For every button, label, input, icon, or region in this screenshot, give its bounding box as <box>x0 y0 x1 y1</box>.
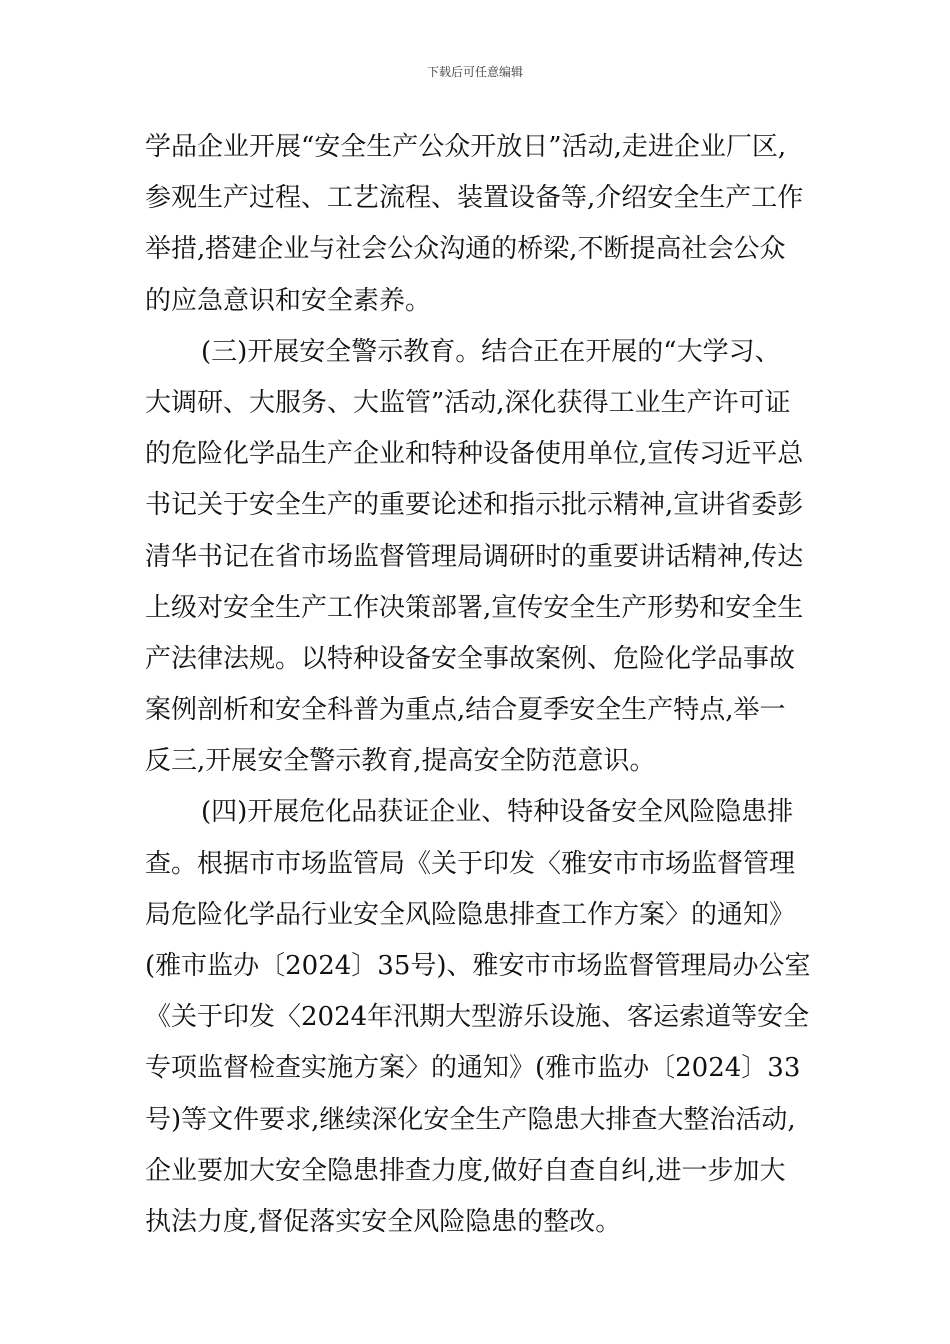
text-line: 专项监督检查实施方案〉的通知》(雅市监办〔2024〕33 <box>145 1053 801 1084</box>
text-line: 查。根据市市场监管局《关于印发〈雅安市市场监督管理 <box>145 848 796 879</box>
header-note: 下载后可任意编辑 <box>426 65 523 79</box>
text-line: (四)开展危化品获证企业、特种设备安全风险隐患排 <box>201 797 794 828</box>
text-line: 大调研、大服务、大监管”活动,深化获得工业生产许可证 <box>145 387 791 418</box>
text-line: 的应急意识和安全素养。 <box>145 285 432 316</box>
text-line: 《关于印发〈2024年汛期大型游乐设施、客运索道等安全 <box>145 1002 810 1033</box>
text-line: 执法力度,督促落实安全风险隐患的整改。 <box>145 1206 622 1237</box>
text-line: 学品企业开展“安全生产公众开放日”活动,走进企业厂区, <box>145 132 787 162</box>
text-line: (三)开展安全警示教育。结合正在开展的“大学习、 <box>201 336 781 367</box>
text-line: (雅市监办〔2024〕35号)、雅安市市场监督管理局办公室 <box>145 951 811 981</box>
text-line: 清华书记在省市场监督管理局调研时的重要讲话精神,传达 <box>145 541 804 572</box>
text-line: 产法律法规。以特种设备安全事故案例、危险化学品事故 <box>145 643 796 674</box>
text-line: 上级对安全生产工作决策部署,宣传安全生产形势和安全生 <box>145 592 804 623</box>
body-text <box>145 122 815 1248</box>
text-line: 反三,开展安全警示教育,提高安全防范意识。 <box>145 746 656 777</box>
text-line: 举措,搭建企业与社会公众沟通的桥梁,不断提高社会公众 <box>145 234 786 265</box>
text-line: 案例剖析和安全科普为重点,结合夏季安全生产特点,举一 <box>145 695 786 726</box>
text-line: 参观生产过程、工艺流程、装置设备等,介绍安全生产工作 <box>145 183 804 214</box>
text-line: 局危险化学品行业安全风险隐患排查工作方案〉的通知》 <box>145 899 796 930</box>
text-line: 的危险化学品生产企业和特种设备使用单位,宣传习近平总 <box>145 439 804 470</box>
text-line: 书记关于安全生产的重要论述和指示批示精神,宣讲省委彭 <box>145 490 804 521</box>
text-line: 企业要加大安全隐患排查力度,做好自查自纠,进一步加大 <box>145 1155 786 1186</box>
text-line: 号)等文件要求,继续深化安全生产隐患大排查大整治活动, <box>145 1104 796 1135</box>
